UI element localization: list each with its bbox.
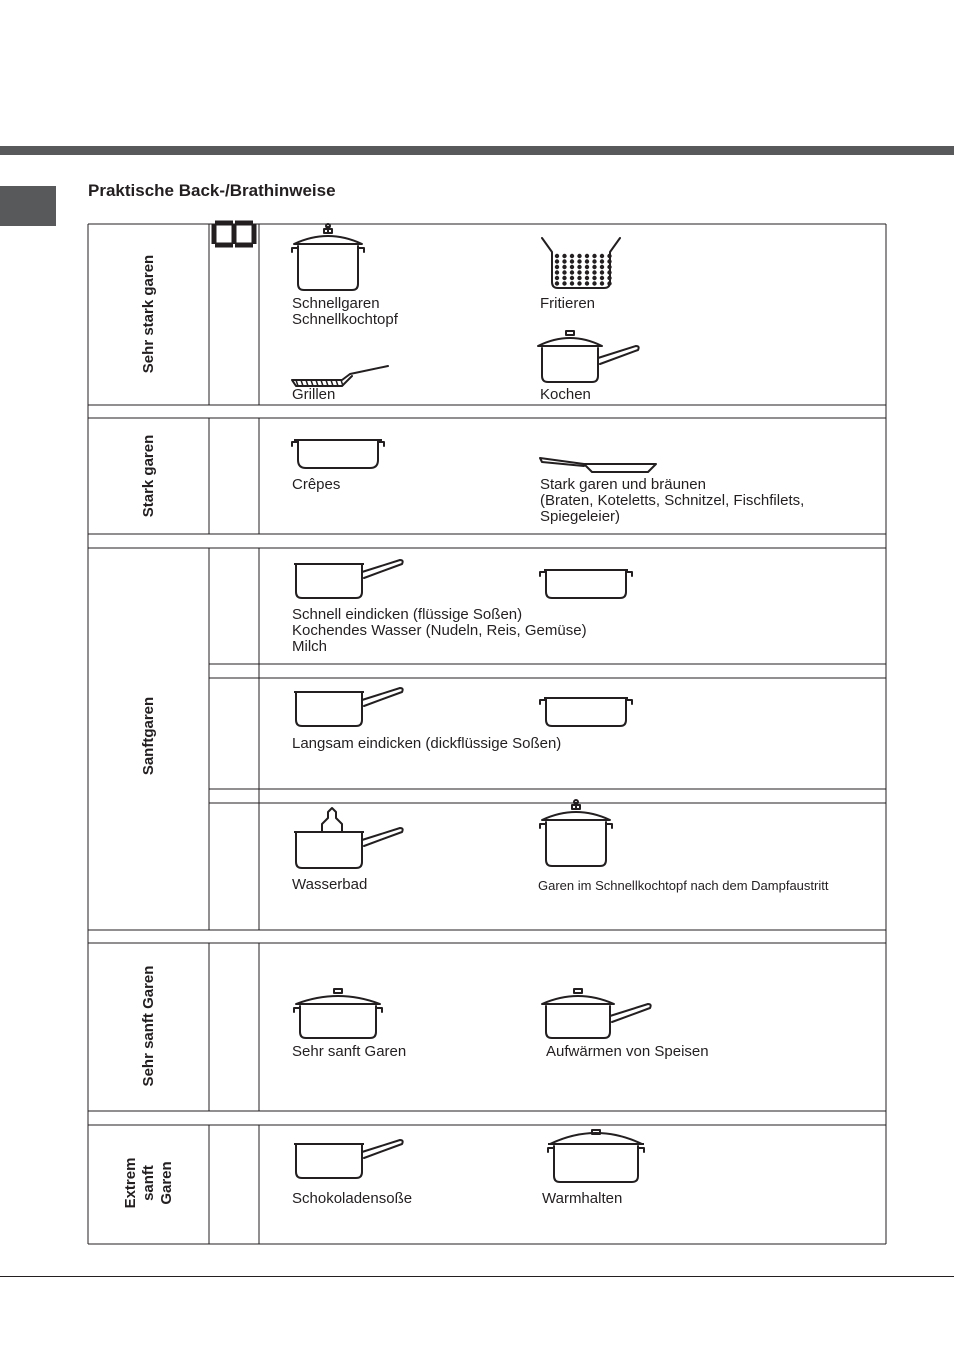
category-label: Sanftgaren [139,696,157,776]
item-label: Wasserbad [292,876,368,893]
crepe-pan-icon [292,440,384,468]
item-label: Grillen [292,386,336,403]
item-label: Schnellgaren Schnellkochtopf [292,295,398,328]
category-label: Sehr stark garen [139,254,157,374]
lidded-pot-icon [294,989,382,1038]
saucepan-icon [294,1140,403,1178]
item-label: Fritieren [540,295,596,312]
item-label: Garen im Schnellkochtopf nach dem Dampfaustritt [538,878,829,893]
saucepan-icon [294,560,403,598]
item-label: Aufwärmen von Speisen [546,1043,709,1060]
page-title: Praktische Back-/Brathinweise [88,181,336,200]
item-label: Kochen [540,386,591,403]
lidded-saucepan-icon [542,989,651,1038]
category-label: Sehr sanft Garen [139,965,157,1087]
pot-icon [540,698,632,726]
pressure-cooker-icon [292,224,364,290]
category-label: Stark garen [139,434,157,518]
item-label: Crêpes [292,476,341,493]
saucepan-lid-icon [538,331,639,382]
table-grid [88,224,886,1244]
frying-basket-icon [542,238,620,288]
item-label: Schokoladensoße [292,1190,413,1207]
frying-pan-icon [540,458,656,472]
item-label: Langsam eindicken (dickflüssige Soßen) [292,735,562,752]
wide-lidded-pot-icon [548,1130,644,1182]
pressure-cooker-icon [540,800,612,866]
item-label: Warmhalten [542,1190,623,1207]
pot-icon [540,570,632,598]
water-bath-icon [294,808,403,868]
level-digit-2 [214,223,254,245]
bottom-rule [0,1276,954,1277]
item-label: Sehr sanft Garen [292,1043,407,1060]
item-label: Schnell eindicken (flüssige Soßen) Kochendes Wasser (Nudeln, Reis, Gemüse) Milch [292,606,587,655]
saucepan-icon [294,688,403,726]
item-label: Stark garen und bräunen (Braten, Koteletts, Schnitzel, Fischfilets, Spiegeleier) [540,476,805,525]
grill-pan-icon [292,366,388,386]
category-label: Extrem sanft Garen [121,1157,175,1209]
